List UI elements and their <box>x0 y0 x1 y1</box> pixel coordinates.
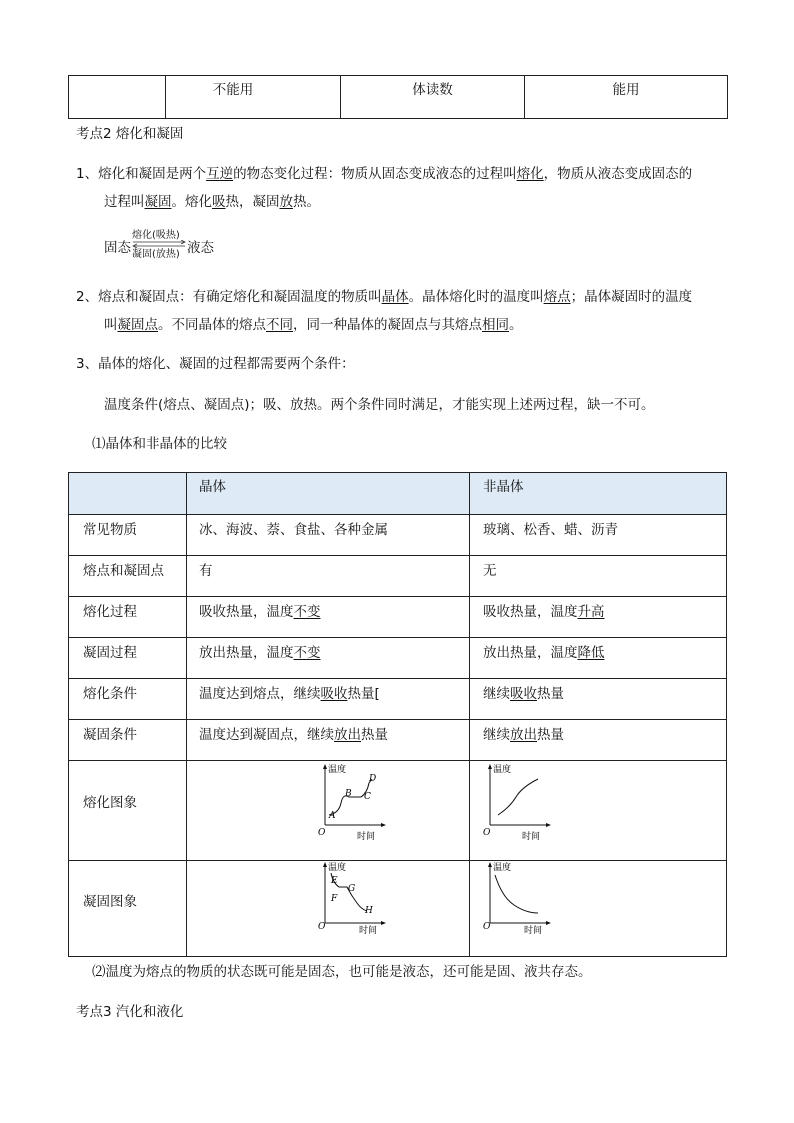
svg-text:E: E <box>331 876 338 886</box>
svg-text:B: B <box>345 789 352 799</box>
state-diagram <box>104 228 224 258</box>
paragraph-2-cont: 叫凝固点。不同晶体的熔点不同，同一种晶体的凝固点与其熔点相同。 <box>104 317 523 333</box>
paragraph-1-cont: 过程叫凝固。熔化吸热，凝固放热。 <box>104 194 320 210</box>
table-row: 常见物质 冰、海波、萘、食盐、各种金属 玻璃、松香、蜡、沥青 <box>69 515 727 556</box>
svg-text:温度: 温度 <box>493 765 512 775</box>
paragraph-1: 1、熔化和凝固是两个互逆的物态变化过程：物质从固态变成液态的过程叫熔化，物质从液态变成固态的 <box>76 166 693 182</box>
svg-text:O: O <box>318 922 326 932</box>
svg-text:时间: 时间 <box>524 926 543 936</box>
svg-text:H: H <box>365 906 373 916</box>
header-cell: 非晶体 <box>470 473 727 515</box>
diagram-upper-label: 熔化(吸热) <box>132 230 180 241</box>
table-row: 凝固过程 放出热量，温度不变 放出热量，温度降低 <box>69 638 727 679</box>
svg-text:C: C <box>364 792 371 802</box>
paragraph-3: 3、晶体的熔化、凝固的过程都需要两个条件： <box>76 356 355 372</box>
amorphous-solidifying-graph <box>482 861 562 941</box>
note-state-at-melting-point: ⑵温度为熔点的物质的状态既可能是固态，也可能是液态，还可能是固、液共存态。 <box>92 964 592 980</box>
header-cell <box>69 473 187 515</box>
svg-text:D: D <box>369 774 377 784</box>
subheading-comparison: ⑴晶体和非晶体的比较 <box>92 436 227 452</box>
svg-text:时间: 时间 <box>522 832 541 842</box>
section-title: 考点3 汽化和液化 <box>76 1004 184 1020</box>
crystal-melting-graph <box>317 763 397 843</box>
crystal-solidifying-graph <box>317 861 397 941</box>
svg-text:温度: 温度 <box>328 765 347 775</box>
table-row: 凝固条件 温度达到凝固点，继续放出热量 继续放出热量 <box>69 720 727 761</box>
svg-text:A: A <box>329 811 336 821</box>
amorphous-melting-graph <box>482 763 562 843</box>
top-table-cell: 能用 <box>525 76 728 119</box>
svg-text:温度: 温度 <box>493 863 512 873</box>
header-cell: 晶体 <box>187 473 470 515</box>
diagram-lower-label: 凝固(放热) <box>132 249 180 260</box>
svg-text:O: O <box>483 922 491 932</box>
paragraph-2: 2、熔点和凝固点：有确定熔化和凝固温度的物质叫晶体。晶体熔化时的温度叫熔点；晶体凝固时的温度 <box>76 289 693 305</box>
table-row: 熔化条件 温度达到熔点，继续吸收热量[ 继续吸收热量 <box>69 679 727 720</box>
table-row: 熔化过程 吸收热量，温度不变 吸收热量，温度升高 <box>69 597 727 638</box>
svg-text:O: O <box>318 828 326 838</box>
svg-text:时间: 时间 <box>359 926 378 936</box>
svg-text:O: O <box>483 828 491 838</box>
section-title: 考点2 熔化和凝固 <box>76 126 184 142</box>
diagram-right-label: 液态 <box>187 240 214 256</box>
table-row: 熔化图象 温度 O 时间 A B C D 温度 O 时间 <box>69 761 727 861</box>
svg-text:时间: 时间 <box>357 832 376 842</box>
svg-text:G: G <box>348 884 356 894</box>
top-table <box>68 75 728 119</box>
table-row: 凝固图象 温度 O 时间 E F G H 温度 O 时间 <box>69 861 727 957</box>
paragraph-3-conditions: 温度条件(熔点、凝固点)；吸、放热。两个条件同时满足，才能实现上述两过程，缺一不可。 <box>104 397 655 413</box>
table-row: 熔点和凝固点 有 无 <box>69 556 727 597</box>
diagram-left-label: 固态 <box>104 240 131 256</box>
comparison-table <box>68 472 727 957</box>
top-table-cell: 不能用 <box>166 76 341 119</box>
svg-text:温度: 温度 <box>328 863 347 873</box>
top-table-cell <box>69 76 166 119</box>
svg-text:F: F <box>331 894 338 904</box>
top-table-cell: 体读数 <box>341 76 525 119</box>
